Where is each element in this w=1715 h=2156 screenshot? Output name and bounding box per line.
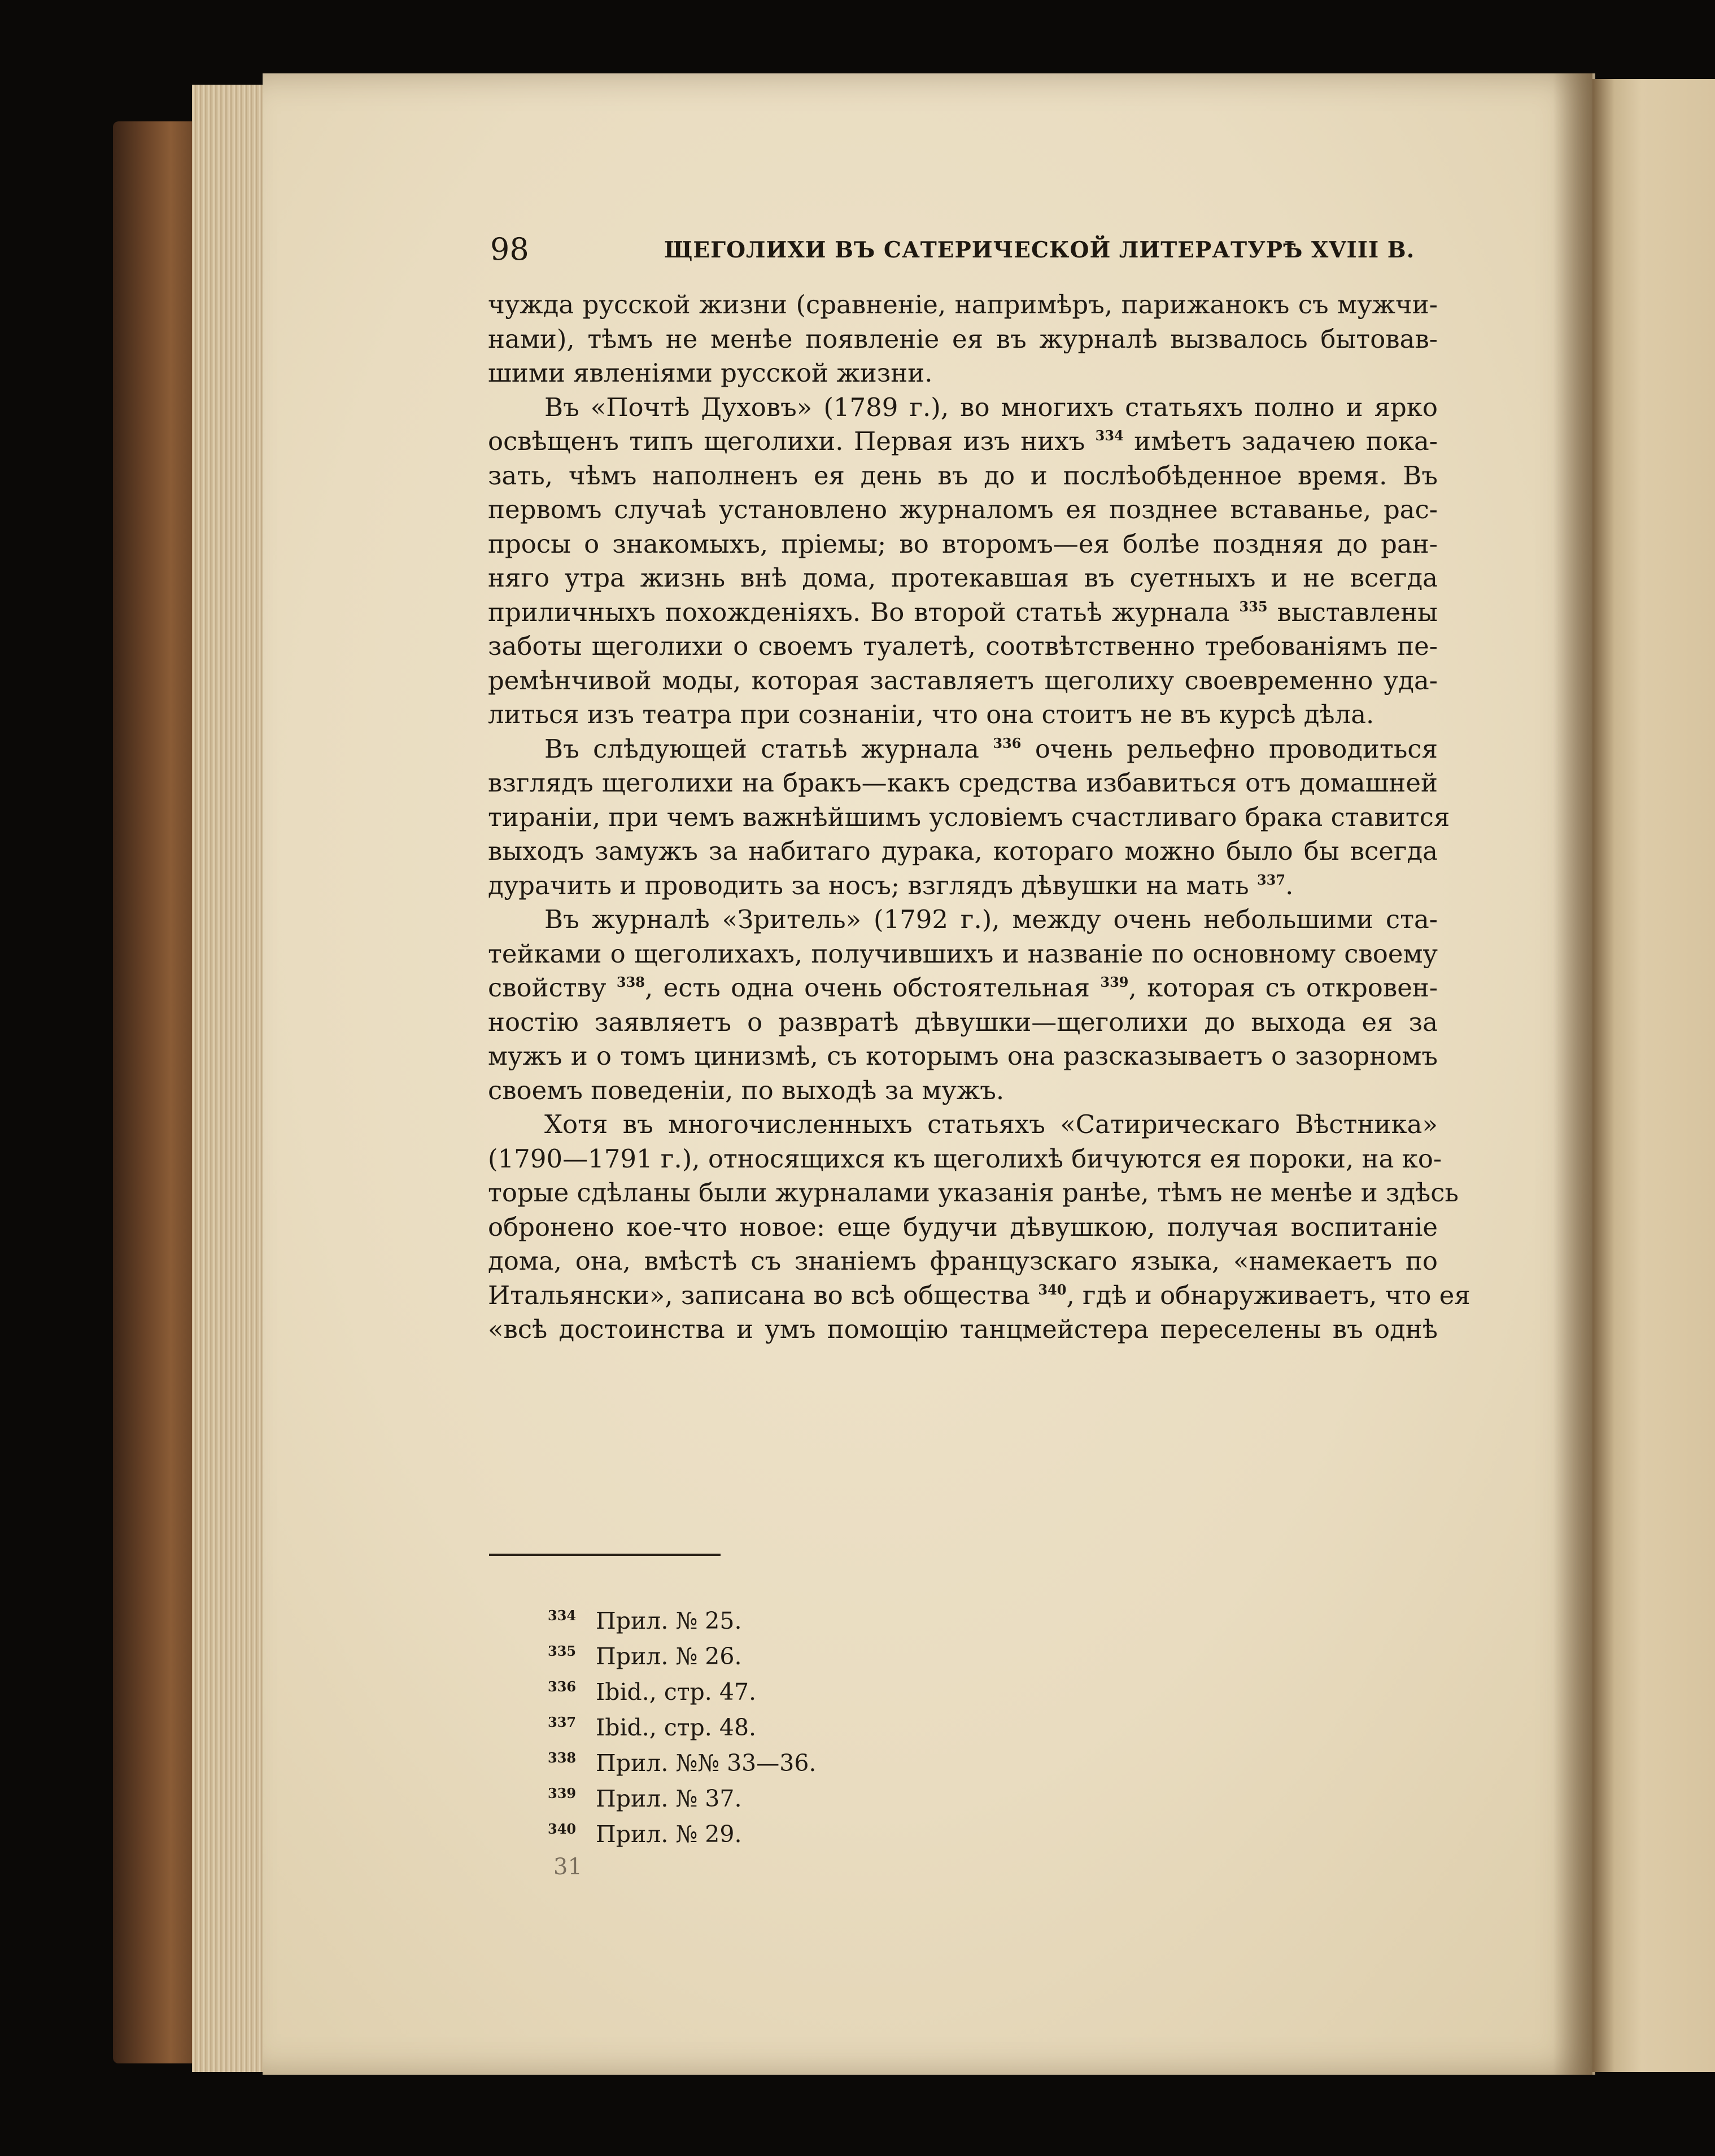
text-line: тейками о щеголихахъ, получившихъ и названіе по основному своему — [488, 938, 1438, 969]
text-line: чужда русской жизни (сравненіе, напримѣръ, парижанокъ съ мужчи- — [488, 290, 1438, 320]
footnote-ref: 336 — [993, 734, 1022, 751]
footnote: 337 Ibid., стр. 48. — [548, 1714, 757, 1741]
page-number: 98 — [490, 231, 529, 267]
text-line: дурачить и проводить за носъ; взглядъ дѣвушки на мать $^{337}$. — [488, 870, 1294, 900]
text-line: выходъ замужъ за набитаго дурака, котораго можно было бы всегда — [488, 836, 1438, 866]
text-line: освѣщенъ типъ щеголихи. Первая изъ нихъ $^{334}$ имѣетъ задачею пока- — [488, 426, 1438, 456]
running-title: ЩЕГОЛИХИ ВЪ САТЕРИЧЕСКОЙ ЛИТЕРАТУРѢ XVIII В. — [664, 237, 1415, 263]
text-line: Итальянски», записана во всѣ общества $^{340}$, гдѣ и обнаруживаетъ, что ея — [488, 1280, 1470, 1310]
right-page-edge — [1592, 79, 1715, 2072]
footnote-ref: 335 — [1239, 598, 1268, 615]
gutter-shadow — [1553, 73, 1592, 2075]
footnote-ref: 338 — [616, 974, 645, 990]
text-line: тираніи, при чемъ важнѣйшимъ условіемъ счастливаго брака ставится — [488, 802, 1450, 832]
text-line: ремѣнчивой моды, которая заставляетъ щеголиху своевременно уда- — [488, 665, 1438, 696]
text-line: Въ журналѣ «Зритель» (1792 г.), между очень небольшими ста- — [544, 904, 1438, 934]
footnote-ref: 340 — [1038, 1281, 1067, 1298]
text-line: первомъ случаѣ установлено журналомъ ея позднее вставанье, рас- — [488, 495, 1438, 524]
text-line: просы о знакомыхъ, пріемы; во второмъ—ея болѣе поздняя до ран- — [488, 528, 1438, 559]
text-line: зать, чѣмъ наполненъ ея день въ до и послѣобѣденное время. Въ — [488, 460, 1438, 491]
footnote: 338 Прил. №№ 33—36. — [548, 1750, 817, 1777]
footnote: 336 Ibid., стр. 47. — [548, 1678, 757, 1705]
footnote-ref: 337 — [1256, 871, 1286, 888]
footnote-ref: 339 — [1100, 974, 1129, 990]
text-line: «всѣ достоинства и умъ помощію танцмейстера переселены въ однѣ — [488, 1314, 1438, 1344]
text-line: Въ «Почтѣ Духовъ» (1789 г.), во многихъ статьяхъ полно и ярко — [544, 392, 1438, 422]
footnote: 340 Прил. № 29. — [548, 1821, 742, 1848]
text-line: обронено кое-что новое: еще будучи дѣвушкою, получая воспитаніе — [488, 1212, 1438, 1242]
text-line: нами), тѣмъ не менѣе появленіе ея въ журналѣ вызвалось бытовав- — [488, 323, 1438, 354]
text-line: торые сдѣланы были журналами указанія ранѣе, тѣмъ не менѣе и здѣсь — [488, 1178, 1459, 1208]
text-line: свойству $^{338}$, есть одна очень обстоятельная $^{339}$, которая съ откровен- — [488, 973, 1438, 1003]
footnote-ref: 334 — [1095, 427, 1124, 444]
text-line: литься изъ театра при сознаніи, что она стоитъ не въ курсѣ дѣла. — [488, 699, 1374, 729]
footnote: 334 Прил. № 25. — [548, 1607, 742, 1634]
text-line: Въ слѣдующей статьѣ журнала $^{336}$ очень рельефно проводиться — [544, 733, 1438, 764]
text-line: взглядъ щеголихи на бракъ—какъ средства избавиться отъ домашней — [488, 768, 1438, 798]
footnote: 339 Прил. № 37. — [548, 1785, 742, 1812]
text-line: мужъ и о томъ цинизмѣ, съ которымъ она разсказываетъ о зазорномъ — [488, 1041, 1438, 1071]
footnote: 335 Прил. № 26. — [548, 1643, 742, 1670]
text-line: заботы щеголихи о своемъ туалетѣ, соотвѣтственно требованіямъ пе- — [488, 631, 1438, 661]
text-line: няго утра жизнь внѣ дома, протекавшая въ суетныхъ и не всегда — [488, 563, 1438, 593]
text-line: дома, она, вмѣстѣ съ знаніемъ французскаго языка, «намекаетъ по — [488, 1246, 1438, 1276]
text-line: своемъ поведеніи, по выходѣ за мужъ. — [488, 1075, 1005, 1105]
body-text — [488, 288, 1470, 1347]
footnote-divider — [489, 1554, 721, 1556]
page-header — [490, 231, 1415, 271]
text-line: ностію заявляетъ о развратѣ дѣвушки—щеголихи до выхода ея за — [488, 1007, 1438, 1037]
stray-mark: 31 — [553, 1854, 582, 1880]
text-line: Хотя въ многочисленныхъ статьяхъ «Сатирическаго Вѣстника» — [544, 1109, 1438, 1139]
text-line: (1790—1791 г.), относящихся къ щеголихѣ бичуются ея пороки, на ко- — [488, 1143, 1442, 1174]
text-line: приличныхъ похожденіяхъ. Во второй статьѣ журнала $^{335}$ выставлены — [488, 597, 1438, 627]
page-edges — [192, 85, 268, 2072]
footnotes — [548, 1603, 816, 1852]
text-line: шими явленіями русской жизни. — [488, 358, 933, 388]
